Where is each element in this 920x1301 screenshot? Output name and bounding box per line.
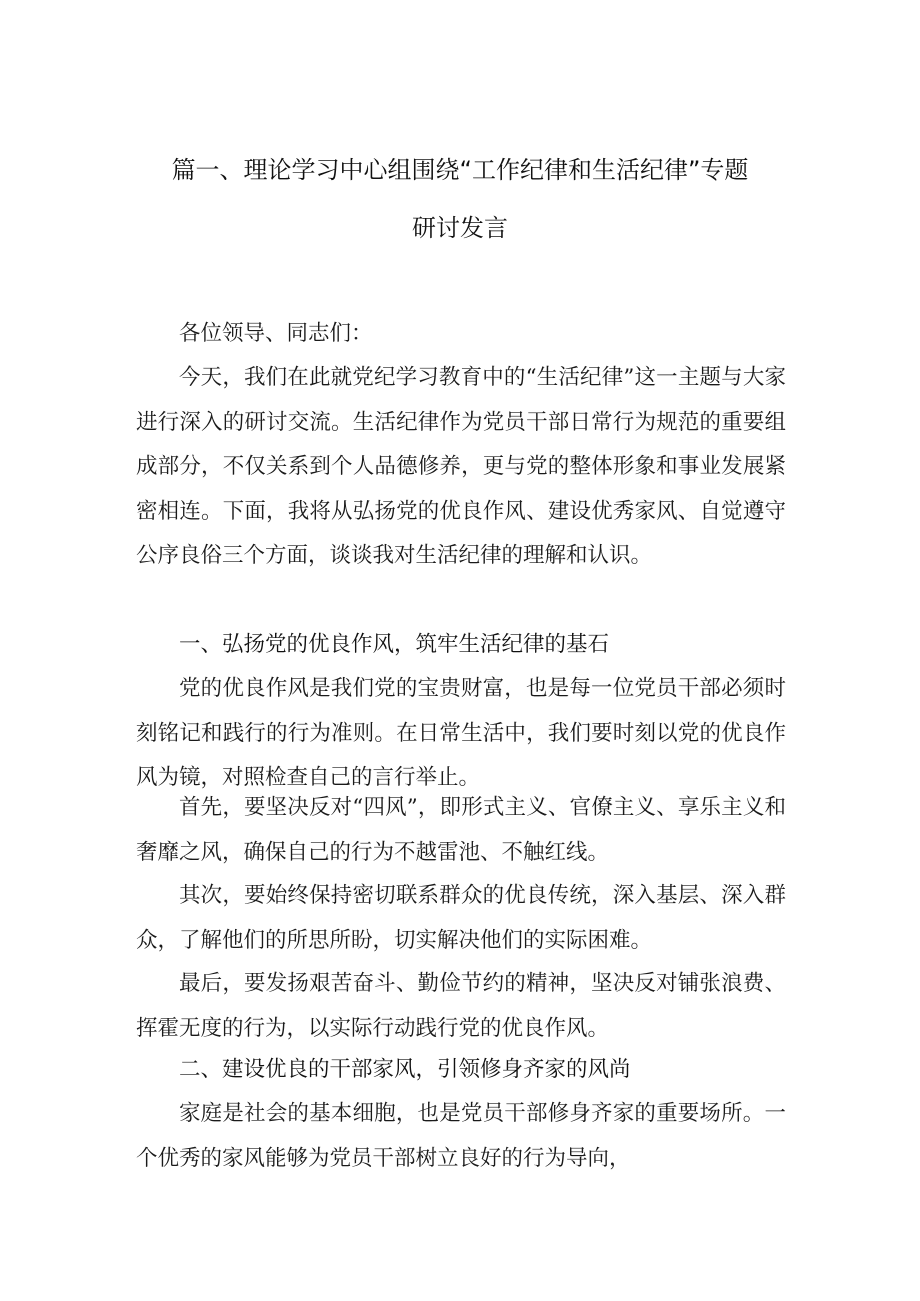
document-title-line-1: 篇一、理论学习中心组围绕“工作纪律和生活纪律”专题 — [171, 156, 749, 184]
section-1-paragraph-1: 党的优良作风是我们党的宝贵财富，也是每一位党员干部必须时刻铭记和践行的行为准则。在日常生活中，我们要时刻以党的优良作风为镜，对照检查自己的言行举止。 — [136, 676, 786, 790]
section-2-heading: 二、建设优良的干部家风，引领修身齐家的风尚 — [179, 1057, 631, 1082]
section-1-paragraph-3: 其次，要始终保持密切联系群众的优良传统，深入基层、深入群众，了解他们的所思所盼，切实解决他们的实际困难。 — [136, 883, 786, 953]
section-1-paragraph-4: 最后，要发扬艰苦奋斗、勤俭节约的精神，坚决反对铺张浪费、挥霍无度的行为，以实际行动践行党的优良作风。 — [136, 971, 786, 1041]
section-2-paragraph-1: 家庭是社会的基本细胞，也是党员干部修身齐家的重要场所。一个优秀的家风能够为党员干部树立良好的行为导向， — [136, 1101, 786, 1171]
document-title-line-2: 研讨发言 — [412, 214, 508, 242]
section-1-heading: 一、弘扬党的优良作风，筑牢生活纪律的基石 — [179, 632, 610, 657]
salutation: 各位领导、同志们： — [179, 321, 373, 346]
intro-paragraph: 今天，我们在此就党纪学习教育中的“生活纪律”这一主题与大家进行深入的研讨交流。生活纪律作为党员干部日常行为规范的重要组成部分，不仅关系到个人品德修养，更与党的整体形象和事业发展紧密相连。下面，我将从弘扬党的优良作风、建设优秀家风、自觉遵守公序良俗三个方面，谈谈我对生活纪律的理解和认识。 — [136, 365, 786, 568]
section-1-paragraph-2: 首先，要坚决反对“四风”，即形式主义、官僚主义、享乐主义和奢靡之风，确保自己的行为不越雷池、不触红线。 — [136, 795, 786, 865]
